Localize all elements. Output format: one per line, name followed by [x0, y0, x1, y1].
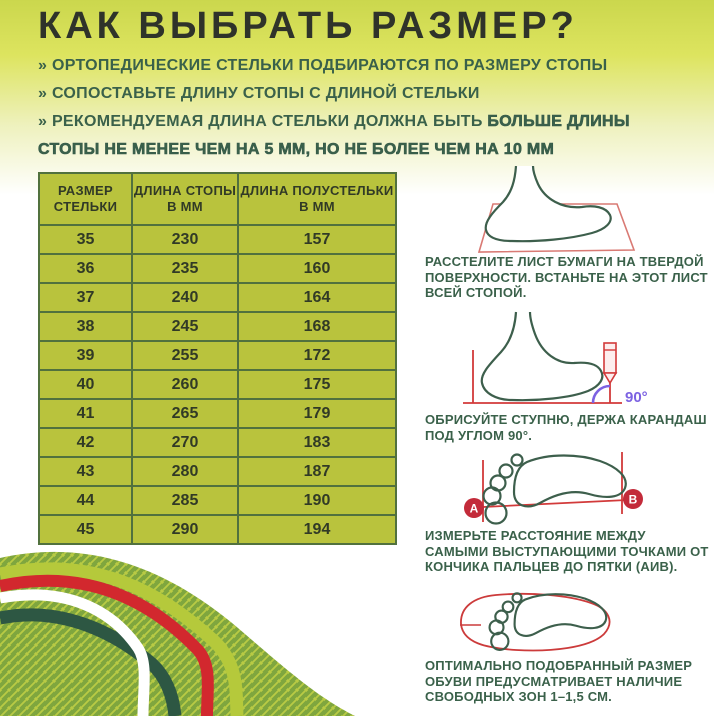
svg-text:В: В — [628, 492, 638, 507]
table-cell: 183 — [238, 428, 396, 457]
table-row — [39, 283, 396, 312]
table-cell: 230 — [132, 225, 238, 254]
table-cell: 36 — [39, 254, 132, 283]
bullet-marker: » — [38, 57, 48, 74]
column-header-half-insole-length: ДЛИНА ПОЛУСТЕЛЬКИ В ММ — [238, 173, 396, 225]
table-cell: 179 — [238, 399, 396, 428]
bullet-strong-text: БОЛЬШЕ ДЛИНЫ СТОПЫ НЕ МЕНЕЕ ЧЕМ НА 5 ММ, НО НЕ БОЛЕЕ ЧЕМ НА 10 ММ — [38, 113, 630, 158]
foot-outline-shape — [482, 312, 603, 400]
footprint-shape — [484, 455, 626, 524]
table-row — [39, 428, 396, 457]
table-cell: 38 — [39, 312, 132, 341]
pencil-icon — [604, 343, 616, 383]
foot-on-paper-icon — [432, 166, 652, 254]
table-cell: 164 — [238, 283, 396, 312]
table-cell: 43 — [39, 457, 132, 486]
bullet-text: ОРТОПЕДИЧЕСКИЕ СТЕЛЬКИ ПОДБИРАЮТСЯ ПО РАЗМЕРУ СТОПЫ — [51, 57, 608, 74]
table-cell: 194 — [238, 515, 396, 544]
table-row — [39, 341, 396, 370]
bullet-text: СОПОСТАВЬТЕ ДЛИНУ СТОПЫ С ДЛИНОЙ СТЕЛЬКИ — [51, 85, 480, 102]
bullet-marker: » — [38, 85, 48, 102]
table-cell: 240 — [132, 283, 238, 312]
table-cell: 172 — [238, 341, 396, 370]
table-cell: 280 — [132, 457, 238, 486]
bullet-list — [38, 52, 690, 164]
table-row — [39, 370, 396, 399]
bullet-text: РЕКОМЕНДУЕМАЯ ДЛИНА СТЕЛЬКИ ДОЛЖНА БЫТЬ — [51, 113, 488, 130]
insole-footprint-icon — [452, 588, 622, 656]
table-cell: 160 — [238, 254, 396, 283]
table-cell: 285 — [132, 486, 238, 515]
page-title: КАК ВЫБРАТЬ РАЗМЕР? — [38, 5, 578, 47]
table-row — [39, 486, 396, 515]
table-cell: 255 — [132, 341, 238, 370]
table-row — [39, 312, 396, 341]
table-cell: 168 — [238, 312, 396, 341]
point-a-badge — [464, 498, 484, 518]
column-header-insole-size: РАЗМЕР СТЕЛЬКИ — [39, 173, 132, 225]
bullet-item — [38, 52, 690, 80]
insole-outline-shape — [461, 594, 610, 651]
table-cell: 265 — [132, 399, 238, 428]
table-cell: 157 — [238, 225, 396, 254]
angle-label: 90° — [625, 389, 648, 406]
table-cell: 40 — [39, 370, 132, 399]
size-table-body — [39, 225, 396, 544]
table-cell: 37 — [39, 283, 132, 312]
bullet-marker: » — [38, 113, 48, 130]
angle-arc — [593, 386, 610, 403]
table-row — [39, 515, 396, 544]
column-header-foot-length: ДЛИНА СТОПЫ В ММ — [132, 173, 238, 225]
footprint-measure-icon — [445, 448, 655, 528]
point-b-badge — [623, 489, 643, 509]
bullet-item — [38, 80, 690, 108]
table-cell: 45 — [39, 515, 132, 544]
instruction-step-4: ОПТИМАЛЬНО ПОДОБРАННЫЙ РАЗМЕР ОБУВИ ПРЕДУСМАТРИВАЕТ НАЛИЧИЕ СВОБОДНЫХ ЗОН 1–1,5 СМ. — [425, 658, 693, 704]
table-cell: 270 — [132, 428, 238, 457]
table-row — [39, 254, 396, 283]
table-cell: 35 — [39, 225, 132, 254]
table-row — [39, 457, 396, 486]
size-table — [38, 172, 397, 545]
table-cell: 187 — [238, 457, 396, 486]
table-cell: 39 — [39, 341, 132, 370]
table-cell: 175 — [238, 370, 396, 399]
instruction-step-3: ИЗМЕРЬТЕ РАССТОЯНИЕ МЕЖДУ САМЫМИ ВЫСТУПАЮЩИМИ ТОЧКАМИ ОТ КОНЧИКА ПАЛЬЦЕВ ДО ПЯТКИ (АИВ). — [425, 528, 709, 574]
table-cell: 245 — [132, 312, 238, 341]
table-row — [39, 225, 396, 254]
instruction-step-1: РАССТЕЛИТЕ ЛИСТ БУМАГИ НА ТВЕРДОЙ ПОВЕРХНОСТИ. ВСТАНЬТЕ НА ЭТОТ ЛИСТ ВСЕЙ СТОПОЙ. — [425, 254, 708, 300]
table-cell: 290 — [132, 515, 238, 544]
table-cell: 41 — [39, 399, 132, 428]
foot-pencil-icon — [430, 310, 670, 410]
table-cell: 190 — [238, 486, 396, 515]
table-cell: 44 — [39, 486, 132, 515]
table-row — [39, 399, 396, 428]
table-cell: 235 — [132, 254, 238, 283]
decorative-waves — [0, 546, 440, 716]
bullet-item — [38, 108, 690, 164]
instruction-step-2: ОБРИСУЙТЕ СТУПНЮ, ДЕРЖА КАРАНДАШ ПОД УГЛОМ 90°. — [425, 412, 707, 443]
table-cell: 260 — [132, 370, 238, 399]
table-cell: 42 — [39, 428, 132, 457]
svg-text:А: А — [469, 501, 479, 516]
table-header-row — [39, 173, 396, 225]
